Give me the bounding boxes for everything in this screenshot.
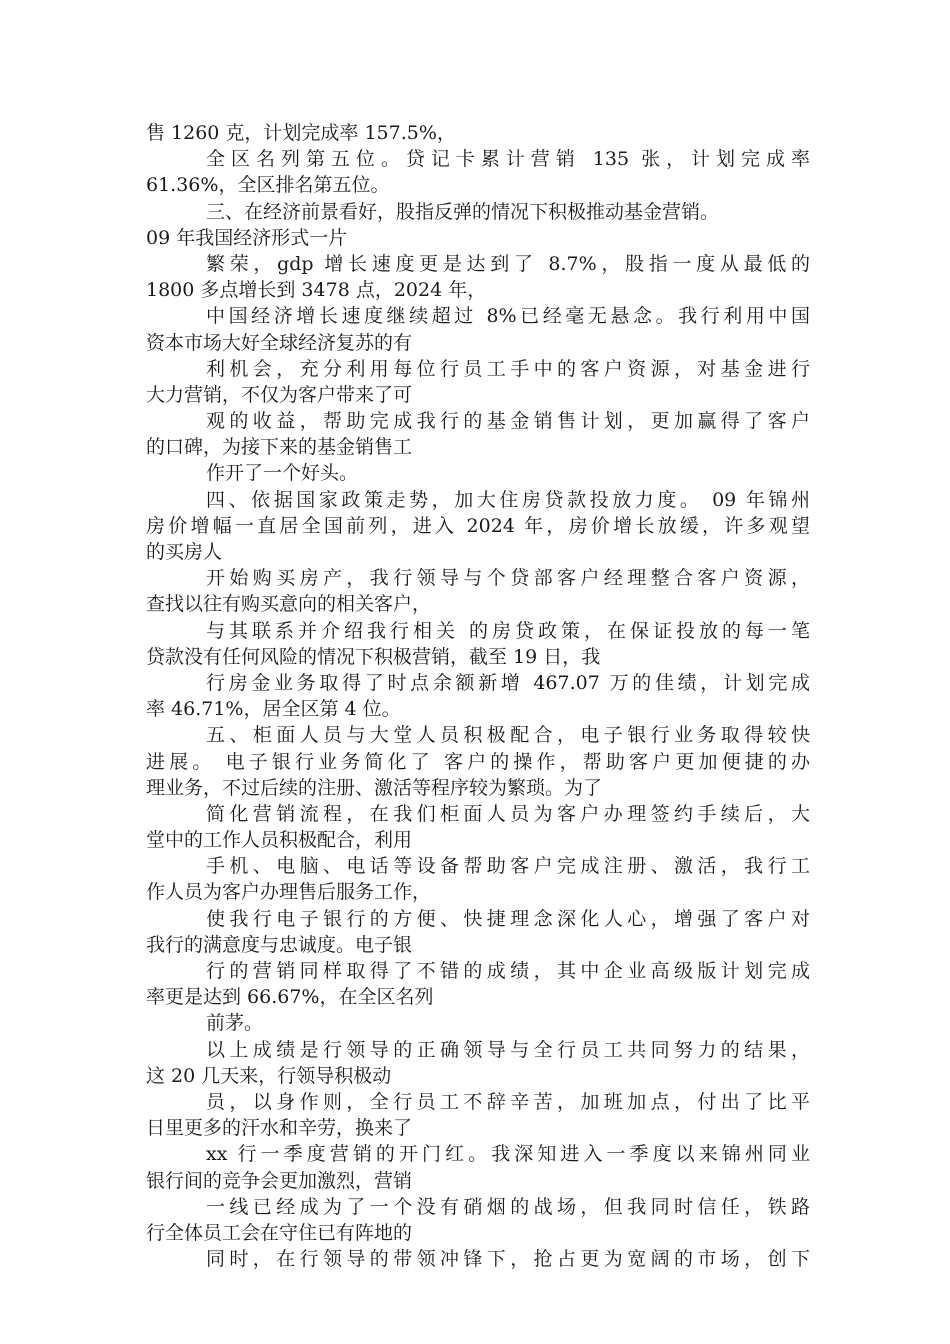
document-body <box>146 120 810 1272</box>
text-line: 作人员为客户办理售后服务工作， <box>146 881 432 904</box>
text-line: 中国经济增长速度继续超过 8%已经毫无悬念。我行利用中国 <box>206 305 810 328</box>
text-line: 的口碑，为接下来的基金销售工 <box>146 436 413 459</box>
text-line: 1800 多点增长到 3478 点，2024 年， <box>146 279 487 302</box>
text-line: 三、在经济前景看好，股指反弹的情况下积极推动基金营销。 <box>206 200 720 223</box>
text-line: 理业务，不过后续的注册、激活等程序较为繁琐。为了 <box>146 776 603 799</box>
text-line: 房价增幅一直居全国前列，进入 2024 年，房价增长放缓，许多观望 <box>146 514 810 537</box>
text-line: 以上成绩是行领导的正确领导与全行员工共同努力的结果， <box>206 1038 810 1061</box>
text-line: 手机、电脑、电话等设备帮助客户完成注册、激活，我行工 <box>206 855 810 878</box>
text-line: 作开了一个好头。 <box>206 462 359 485</box>
text-line: 繁荣，gdp 增长速度更是达到了 8.7%，股指一度从最低的 <box>206 252 810 275</box>
text-line: 银行间的竞争会更加激烈，营销 <box>146 1169 413 1192</box>
text-line: 同时，在行领导的带领冲锋下，抢占更为宽阔的市场，创下 <box>206 1248 810 1271</box>
text-line: 开始购买房产，我行领导与个贷部客户经理整合客户资源， <box>206 567 810 590</box>
text-line: 观的收益，帮助完成我行的基金销售计划，更加赢得了客户 <box>206 410 810 433</box>
text-line: 使我行电子银行的方便、快捷理念深化人心，增强了客户对 <box>206 907 810 930</box>
text-line: 查找以往有购买意向的相关客户， <box>146 593 432 616</box>
text-line: 日里更多的汗水和辛劳，换来了 <box>146 1117 413 1140</box>
text-line: 员，以身作则，全行员工不辞辛苦，加班加点，付出了比平 <box>206 1090 810 1113</box>
text-line: 与其联系并介绍我行相关 的房贷政策，在保证投放的每一笔 <box>206 619 810 642</box>
text-line: 前茅。 <box>206 1012 264 1035</box>
text-line: xx 行一季度营销的开门红。我深知进入一季度以来锦州同业 <box>206 1143 810 1166</box>
text-line: 我行的满意度与忠诚度。电子银 <box>146 933 413 956</box>
text-line: 行全体员工会在守住已有阵地的 <box>146 1221 413 1244</box>
text-line: 率更是达到 66.67%，在全区名列 <box>146 986 434 1009</box>
text-line: 资本市场大好全球经济复苏的有 <box>146 331 413 354</box>
text-line: 09 年我国经济形式一片 <box>146 226 348 249</box>
text-line: 简化营销流程，在我们柜面人员为客户办理签约手续后，大 <box>206 802 810 825</box>
text-line: 率 46.71%，居全区第 4 位。 <box>146 698 401 721</box>
text-line: 61.36%，全区排名第五位。 <box>146 174 390 197</box>
text-line: 大力营销，不仅为客户带来了可 <box>146 383 413 406</box>
text-line: 全区名列第五位。贷记卡累计营销 135 张，计划完成率 <box>206 148 810 171</box>
text-line: 进展。 电子银行业务简化了 客户的操作，帮助客户更加便捷的办 <box>146 750 810 773</box>
text-line: 行的营销同样取得了不错的成绩，其中企业高级版计划完成 <box>206 960 810 982</box>
text-line: 四、依据国家政策走势，加大住房贷款投放力度。 09 年锦州 <box>206 488 810 511</box>
text-line: 售 1260 克，计划完成率 157.5%， <box>146 122 456 144</box>
text-line: 五、柜面人员与大堂人员积极配合，电子银行业务取得较快 <box>206 724 810 747</box>
text-line: 这 20 几天来，行领导积极动 <box>146 1064 392 1087</box>
text-line: 行房金业务取得了时点余额新增 467.07 万的佳绩，计划完成 <box>206 671 810 694</box>
text-line: 堂中的工作人员积极配合，利用 <box>146 829 413 852</box>
text-line: 贷款没有任何风险的情况下积极营销，截至 19 日，我 <box>146 645 601 668</box>
text-line: 一线已经成为了一个没有硝烟的战场，但我同时信任，铁路 <box>206 1195 810 1218</box>
text-line: 利机会，充分利用每位行员工手中的客户资源，对基金进行 <box>206 357 810 380</box>
text-line: 的买房人 <box>146 541 223 563</box>
